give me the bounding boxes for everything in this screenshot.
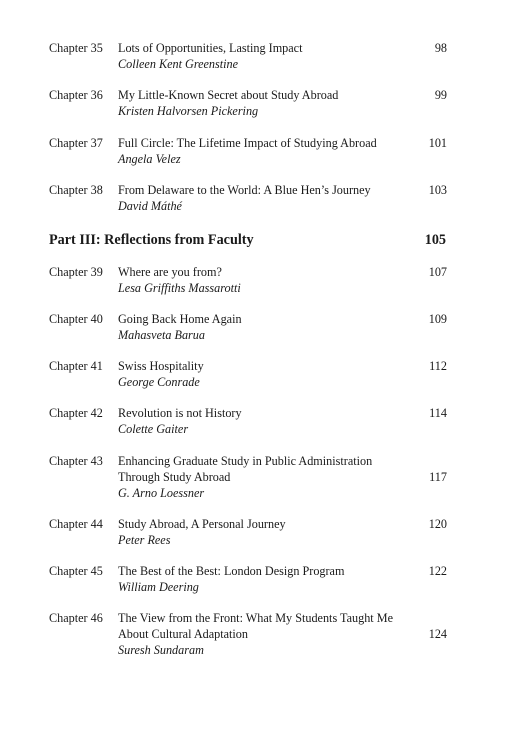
chapter-author: William Deering (118, 579, 199, 594)
chapter-author: David Máthé (118, 198, 182, 213)
chapter-author: Colette Gaiter (118, 421, 189, 436)
toc-entry-chapter-44 (49, 517, 447, 549)
chapter-label: Chapter 37 (49, 136, 103, 150)
toc-entry-chapter-40 (49, 312, 447, 344)
chapter-title: Where are you from? (118, 265, 222, 279)
chapter-author: Kristen Halvorsen Pickering (118, 103, 259, 118)
toc-entry-chapter-39 (49, 265, 447, 297)
part-title: Part III: Reflections from Faculty (49, 232, 254, 248)
chapter-title: Lots of Opportunities, Lasting Impact (118, 41, 303, 55)
chapter-label: Chapter 35 (49, 41, 103, 55)
toc-entry-chapter-46 (49, 611, 447, 658)
chapter-label: Chapter 39 (49, 265, 103, 279)
chapter-page-number: 122 (428, 564, 447, 578)
toc-entry-chapter-45 (49, 564, 447, 596)
chapter-title-continued: Through Study Abroad (118, 469, 231, 484)
toc-entry-chapter-35 (49, 41, 447, 73)
chapter-author: G. Arno Loessner (118, 485, 205, 500)
toc-entry-chapter-41 (49, 359, 447, 391)
chapter-label: Chapter 42 (49, 406, 103, 420)
chapter-author: Lesa Griffiths Massarotti (118, 280, 241, 295)
chapter-page-number: 114 (429, 406, 447, 420)
toc-entry-chapter-36 (49, 88, 447, 120)
chapter-page-number: 101 (428, 136, 447, 150)
chapter-page-number: 120 (428, 517, 447, 531)
toc-entry-chapter-43 (49, 454, 447, 501)
chapter-title: From Delaware to the World: A Blue Hen’s Journey (118, 183, 371, 197)
chapter-title: The View from the Front: What My Students Taught Me (118, 611, 393, 625)
chapter-label: Chapter 38 (49, 183, 103, 197)
chapter-title: Enhancing Graduate Study in Public Administration (118, 454, 373, 468)
chapter-page-number: 109 (428, 312, 447, 326)
toc-entry-chapter-37 (49, 136, 447, 168)
chapter-label: Chapter 43 (49, 454, 103, 468)
chapter-title: The Best of the Best: London Design Program (118, 564, 345, 578)
chapter-page-number: 103 (428, 183, 447, 197)
chapter-title: Full Circle: The Lifetime Impact of Studying Abroad (118, 136, 377, 150)
chapter-title-continued: About Cultural Adaptation (118, 626, 248, 641)
chapter-label: Chapter 46 (49, 611, 103, 625)
chapter-author: Colleen Kent Greenstine (118, 56, 239, 71)
part-page-number: 105 (424, 232, 446, 248)
chapter-label: Chapter 44 (49, 517, 103, 531)
toc-entry-chapter-42 (49, 406, 447, 438)
chapter-title: Study Abroad, A Personal Journey (118, 517, 286, 531)
chapter-author: Angela Velez (118, 151, 181, 166)
chapter-title: My Little-Known Secret about Study Abroad (118, 88, 339, 102)
chapter-label: Chapter 36 (49, 88, 103, 102)
chapter-page-number: 98 (434, 41, 447, 55)
chapter-label: Chapter 40 (49, 312, 103, 326)
chapter-page-number: 99 (434, 88, 447, 102)
chapter-author: Mahasveta Barua (118, 327, 205, 342)
chapter-page-number: 107 (428, 265, 447, 279)
chapter-label: Chapter 45 (49, 564, 103, 578)
chapter-title: Revolution is not History (118, 406, 242, 420)
toc-part-heading (49, 232, 446, 249)
chapter-page-number: 112 (429, 359, 447, 373)
chapter-author: Peter Rees (118, 532, 171, 547)
chapter-author: George Conrade (118, 374, 200, 389)
chapter-title: Going Back Home Again (118, 312, 242, 326)
chapter-page-number: 117 (429, 470, 447, 484)
toc-entry-chapter-38 (49, 183, 447, 215)
chapter-label: Chapter 41 (49, 359, 103, 373)
chapter-title: Swiss Hospitality (118, 359, 204, 373)
chapter-page-number: 124 (428, 627, 447, 641)
chapter-author: Suresh Sundaram (118, 642, 204, 657)
